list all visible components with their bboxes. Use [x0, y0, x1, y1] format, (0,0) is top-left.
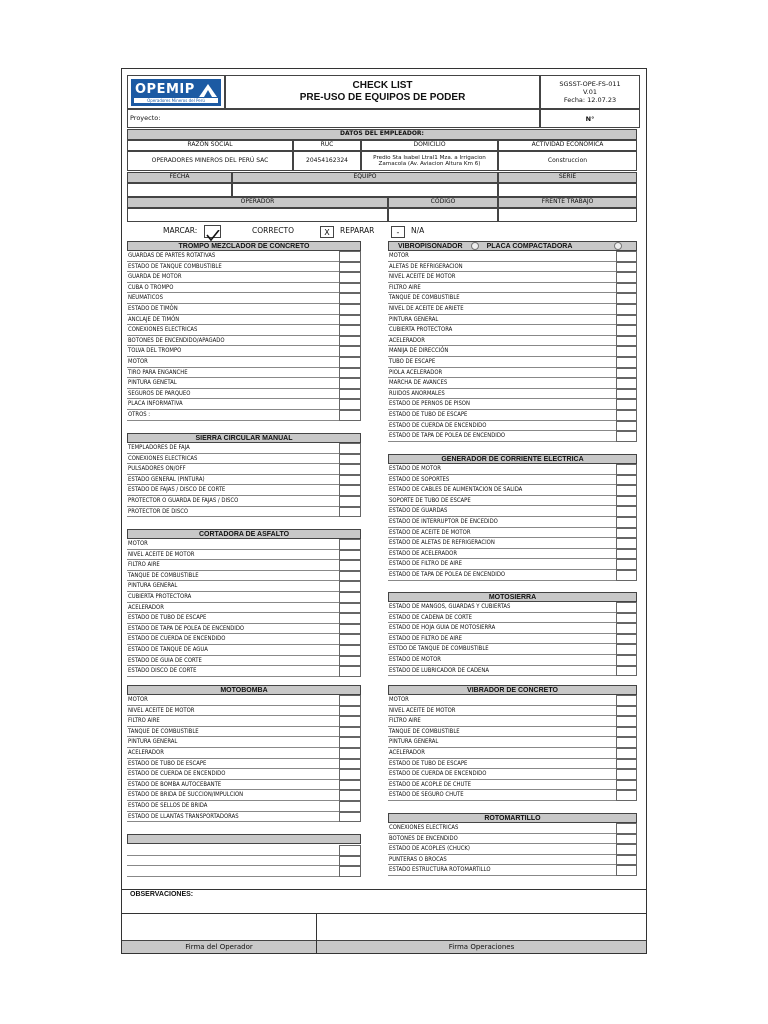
- section-generador-title: GENERADOR DE CORRIENTE ELECTRICA: [388, 454, 637, 464]
- motobomba-check-cell[interactable]: [339, 780, 361, 791]
- logo-text: OPEMIP: [135, 82, 195, 97]
- cortadora-check-cell[interactable]: [339, 560, 361, 571]
- vibro-item: MARCHA DE AVANCES: [388, 378, 616, 389]
- trompo-check-cell[interactable]: [339, 399, 361, 410]
- section-vibrador-title: VIBRADOR DE CONCRETO: [388, 685, 637, 695]
- motosierra-check-cell[interactable]: [616, 644, 637, 655]
- motobomba-item: ESTADO DE BOMBA AUTOCEBANTE: [127, 780, 339, 791]
- vibro-check-cell[interactable]: [616, 421, 637, 432]
- sierra-item: PULSADORES ON/OFF: [127, 464, 339, 475]
- cortadora-item: FILTRO AIRE: [127, 560, 339, 571]
- vibro-item: NIVEL ACEITE DE MOTOR: [388, 272, 616, 283]
- vibrador-check-cell[interactable]: [616, 759, 637, 770]
- trompo-item: OTROS :: [127, 410, 339, 421]
- vibrador-check-cell[interactable]: [616, 780, 637, 791]
- cortadora-check-cell[interactable]: [339, 550, 361, 561]
- vibro-item: ESTADO DE TAPA DE POLEA DE ENCENDIDO: [388, 431, 616, 442]
- motobomba-item: PINTURA GENERAL: [127, 737, 339, 748]
- section-rotomartillo-title: ROTOMARTILLO: [388, 813, 637, 823]
- vibrador-item: FILTRO AIRE: [388, 716, 616, 727]
- vibro-check-cell[interactable]: [616, 304, 637, 315]
- trompo-check-cell[interactable]: [339, 304, 361, 315]
- vibro-check-cell[interactable]: [616, 283, 637, 294]
- cortadora-check-cell[interactable]: [339, 634, 361, 645]
- vibro-item: PIOLA ACELERADOR: [388, 368, 616, 379]
- trompo-check-cell[interactable]: [339, 283, 361, 294]
- vibro-item: FILTRO AIRE: [388, 283, 616, 294]
- sierra-check-cell[interactable]: [339, 496, 361, 507]
- empleador-heading: DATOS DEL EMPLEADOR:: [127, 129, 637, 140]
- trompo-check-cell[interactable]: [339, 357, 361, 368]
- motosierra-check-cell[interactable]: [616, 666, 637, 677]
- vibro-check-cell[interactable]: [616, 368, 637, 379]
- vibro-item: TANQUE DE COMBUSTIBLE: [388, 293, 616, 304]
- trompo-check-cell[interactable]: [339, 368, 361, 379]
- sierra-item: ESTADO GENERAL (PINTURA): [127, 475, 339, 486]
- cortadora-check-cell[interactable]: [339, 592, 361, 603]
- rotomartillo-item: PUNTERAS O BROCAS: [388, 855, 616, 866]
- sierra-item: TEMPLADORES DE FAJA: [127, 443, 339, 454]
- motobomba-check-cell[interactable]: [339, 790, 361, 801]
- motobomba-item: ESTADO DE TUBO DE ESCAPE: [127, 759, 339, 770]
- vibro-check-cell[interactable]: [616, 399, 637, 410]
- sierra-item: PROTECTOR O GUARDA DE FAJAS / DISCO: [127, 496, 339, 507]
- fecha-field[interactable]: [127, 183, 232, 197]
- company-logo: [131, 79, 221, 106]
- rotomartillo-check-cell[interactable]: [616, 844, 637, 855]
- vibro-check-cell[interactable]: [616, 325, 637, 336]
- generador-check-cell[interactable]: [616, 517, 637, 528]
- ruc-value: 20454162324: [293, 151, 361, 171]
- vibrador-item: ESTADO DE CUERDA DE ENCENDIDO: [388, 769, 616, 780]
- rotomartillo-item: ESTADO ESTRUCTURA ROTOMARTILLO: [388, 865, 616, 876]
- vibro-item: TUBO DE ESCAPE: [388, 357, 616, 368]
- doc-date: Fecha: 12.07.23: [563, 96, 617, 104]
- operador-label: OPERADOR: [127, 197, 388, 208]
- blank-item: [127, 845, 339, 856]
- motobomba-check-cell[interactable]: [339, 801, 361, 812]
- trompo-check-cell[interactable]: [339, 325, 361, 336]
- generador-check-cell[interactable]: [616, 559, 637, 570]
- trompo-item: NEUMATICOS: [127, 293, 339, 304]
- vibro-item: CUBIERTA PROTECTORA: [388, 325, 616, 336]
- motosierra-item: ESTADO DE FILTRO DE AIRE: [388, 634, 616, 645]
- cortadora-check-cell[interactable]: [339, 666, 361, 677]
- trompo-check-cell[interactable]: [339, 410, 361, 421]
- serie-label: SERIE: [498, 172, 637, 183]
- motosierra-item: ESTADO DE HOJA GUIA DE MOTOSIERRA: [388, 623, 616, 634]
- vibro-item: NIVEL DE ACEITE DE ARIETE: [388, 304, 616, 315]
- sierra-check-cell[interactable]: [339, 464, 361, 475]
- page-subtitle: PRE-USO DE EQUIPOS DE PODER: [299, 92, 466, 103]
- frente-field[interactable]: [498, 208, 637, 222]
- sierra-item: PROTECTOR DE DISCO: [127, 507, 339, 518]
- motobomba-check-cell[interactable]: [339, 812, 361, 823]
- motobomba-check-cell[interactable]: [339, 737, 361, 748]
- blank-item: [127, 856, 339, 867]
- cortadora-check-cell[interactable]: [339, 645, 361, 656]
- motosierra-check-cell[interactable]: [616, 602, 637, 613]
- section-motobomba-title: MOTOBOMBA: [127, 685, 361, 695]
- cortadora-item: ESTADO DE TANQUE DE AGUA: [127, 645, 339, 656]
- col-actividad: ACTIVIDAD ECONOMICA: [498, 140, 637, 151]
- trompo-check-cell[interactable]: [339, 315, 361, 326]
- motosierra-check-cell[interactable]: [616, 623, 637, 634]
- vibro-check-cell[interactable]: [616, 410, 637, 421]
- vibrador-item: NIVEL ACEITE DE MOTOR: [388, 706, 616, 717]
- motobomba-item: MOTOR: [127, 695, 339, 706]
- motobomba-check-cell[interactable]: [339, 727, 361, 738]
- trompo-check-cell[interactable]: [339, 262, 361, 273]
- observaciones-label: OBSERVACIONES:: [130, 891, 194, 898]
- signature-divider: [121, 913, 647, 914]
- vibro-title-b: PLACA COMPACTADORA: [486, 242, 573, 250]
- generador-item: ESTADO DE ALETAS DE REFRIGERACION: [388, 538, 616, 549]
- vibro-check-cell[interactable]: [616, 389, 637, 400]
- trompo-check-cell[interactable]: [339, 272, 361, 283]
- section-trompo-title: TROMPO MEZCLADOR DE CONCRETO: [127, 241, 361, 251]
- trompo-item: PLACA INFORMATIVA: [127, 399, 339, 410]
- vibro-item: MOTOR: [388, 251, 616, 262]
- firma-operador-label: Firma del Operador: [122, 940, 316, 953]
- motosierra-item: ESTADO DE CADENA DE CORTE: [388, 613, 616, 624]
- generador-check-cell[interactable]: [616, 570, 637, 581]
- cortadora-check-cell[interactable]: [339, 581, 361, 592]
- generador-check-cell[interactable]: [616, 464, 637, 475]
- generador-check-cell[interactable]: [616, 549, 637, 560]
- trompo-item: SEGUROS DE PARQUEO: [127, 389, 339, 400]
- razon-value: OPERADORES MINEROS DEL PERÚ SAC: [127, 151, 293, 171]
- vibrador-check-cell[interactable]: [616, 706, 637, 717]
- trompo-check-cell[interactable]: [339, 336, 361, 347]
- generador-item: ESTADO DE ACEITE DE MOTOR: [388, 528, 616, 539]
- cortadora-check-cell[interactable]: [339, 571, 361, 582]
- sierra-check-cell[interactable]: [339, 454, 361, 465]
- vibrador-check-cell[interactable]: [616, 727, 637, 738]
- vibro-item: ESTADO DE PERNOS DE PISON: [388, 399, 616, 410]
- section-vibro-title: [388, 241, 637, 251]
- vibro-check-cell[interactable]: [616, 378, 637, 389]
- vibro-check-cell[interactable]: [616, 262, 637, 273]
- frente-label: FRENTE TRABAJO: [498, 197, 637, 208]
- trompo-check-cell[interactable]: [339, 389, 361, 400]
- vibrador-check-cell[interactable]: [616, 748, 637, 759]
- section-motosierra-title: MOTOSIERRA: [388, 592, 637, 602]
- codigo-label: CÓDIGO: [388, 197, 498, 208]
- rotomartillo-item: CONEXIONES ELECTRICAS: [388, 823, 616, 834]
- vibro-check-cell[interactable]: [616, 431, 637, 442]
- motobomba-item: FILTRO AIRE: [127, 716, 339, 727]
- generador-item: ESTADO DE GUARDAS: [388, 506, 616, 517]
- cortadora-item: ESTADO DE TAPA DE POLEA DE ENCENDIDO: [127, 624, 339, 635]
- logo-box: [127, 75, 225, 109]
- page-title: CHECK LIST: [352, 80, 413, 91]
- vibrador-check-cell[interactable]: [616, 695, 637, 706]
- rotomartillo-check-cell[interactable]: [616, 834, 637, 845]
- trompo-item: TOLVA DEL TROMPO: [127, 346, 339, 357]
- vibro-radio[interactable]: [471, 242, 479, 250]
- trompo-item: TIRO PARA ENGANCHE: [127, 368, 339, 379]
- motosierra-check-cell[interactable]: [616, 655, 637, 666]
- proyecto-field[interactable]: [127, 109, 540, 128]
- generador-check-cell[interactable]: [616, 496, 637, 507]
- legend-marcar: MARCAR:: [163, 226, 198, 235]
- cortadora-check-cell[interactable]: [339, 603, 361, 614]
- motobomba-check-cell[interactable]: [339, 748, 361, 759]
- equipo-field[interactable]: [232, 183, 498, 197]
- trompo-item: GUARDAS DE PARTES ROTATIVAS: [127, 251, 339, 262]
- section-sierra-title: SIERRA CIRCULAR MANUAL: [127, 433, 361, 443]
- cortadora-item: TANQUE DE COMBUSTIBLE: [127, 571, 339, 582]
- motosierra-item: ESTADO DE MOTOR: [388, 655, 616, 666]
- generador-check-cell[interactable]: [616, 538, 637, 549]
- motobomba-check-cell[interactable]: [339, 769, 361, 780]
- blank-check-cell[interactable]: [339, 856, 361, 867]
- col-domicilio: DOMICILIO: [361, 140, 498, 151]
- codigo-field[interactable]: [388, 208, 498, 222]
- generador-item: ESTADO DE ACELERADOR: [388, 549, 616, 560]
- motosierra-item: ESTADO DE MANGOS, GUARDAS Y CUBIERTAS: [388, 602, 616, 613]
- doc-code-box: [540, 75, 640, 109]
- vibro-check-cell[interactable]: [616, 336, 637, 347]
- trompo-check-cell[interactable]: [339, 346, 361, 357]
- cortadora-item: CUBIERTA PROTECTORA: [127, 592, 339, 603]
- trompo-item: ANCLAJE DE TIMÓN: [127, 315, 339, 326]
- logo-subtitle: Operadores Mineros del Perú: [134, 98, 218, 103]
- cortadora-item: NIVEL ACEITE DE MOTOR: [127, 550, 339, 561]
- generador-item: ESTADO DE INTERRUPTOR DE ENCEDIDO: [388, 517, 616, 528]
- trompo-item: ESTADO DE TIMÓN: [127, 304, 339, 315]
- rotomartillo-check-cell[interactable]: [616, 865, 637, 876]
- vibro-check-cell[interactable]: [616, 251, 637, 262]
- vibrador-item: ACELERADOR: [388, 748, 616, 759]
- vibro-check-cell[interactable]: [616, 272, 637, 283]
- cortadora-check-cell[interactable]: [339, 624, 361, 635]
- vibro-check-cell[interactable]: [616, 315, 637, 326]
- rotomartillo-item: BOTONES DE ENCENDIDO: [388, 834, 616, 845]
- rotomartillo-item: ESTADO DE ACOPLES (CHUCK): [388, 844, 616, 855]
- legend-correcto: CORRECTO: [252, 226, 295, 235]
- vibrador-item: PINTURA GENERAL: [388, 737, 616, 748]
- vibro-check-cell[interactable]: [616, 293, 637, 304]
- vibrador-item: ESTADO DE SEGURO CHUTE: [388, 790, 616, 801]
- vibrador-check-cell[interactable]: [616, 769, 637, 780]
- vibro-item: ESTADO DE CUERDA DE ENCENDIDO: [388, 421, 616, 432]
- cortadora-check-cell[interactable]: [339, 656, 361, 667]
- trompo-check-cell[interactable]: [339, 378, 361, 389]
- trompo-item: CONEXIONES ELECTRICAS: [127, 325, 339, 336]
- trompo-item: MOTOR: [127, 357, 339, 368]
- numero-label: N°: [585, 114, 595, 123]
- cortadora-item: ACELERADOR: [127, 603, 339, 614]
- cortadora-item: ESTADO DE TUBO DE ESCAPE: [127, 613, 339, 624]
- motobomba-check-cell[interactable]: [339, 706, 361, 717]
- section-blank-title: [127, 834, 361, 844]
- vibro-check-cell[interactable]: [616, 346, 637, 357]
- motobomba-item: ACELERADOR: [127, 748, 339, 759]
- generador-item: ESTADO DE TAPA DE POLEA DE ENCENDIDO: [388, 570, 616, 581]
- cortadora-item: ESTADO DE CUERDA DE ENCENDIDO: [127, 634, 339, 645]
- trompo-check-cell[interactable]: [339, 251, 361, 262]
- motosierra-check-cell[interactable]: [616, 613, 637, 624]
- motosierra-item: ESTDO DE TANQUE DE COMBUSTIBLE: [388, 644, 616, 655]
- motobomba-check-cell[interactable]: [339, 759, 361, 770]
- col-razon: RAZÓN SOCIAL: [127, 140, 293, 151]
- cortadora-check-cell[interactable]: [339, 613, 361, 624]
- trompo-item: GUARDA DE MOTOR: [127, 272, 339, 283]
- vibrador-check-cell[interactable]: [616, 737, 637, 748]
- motobomba-item: TANQUE DE COMBUSTIBLE: [127, 727, 339, 738]
- sierra-check-cell[interactable]: [339, 443, 361, 454]
- cortadora-item: PINTURA GENERAL: [127, 581, 339, 592]
- legend-na: N/A: [411, 226, 425, 235]
- motobomba-item: ESTADO DE BRIDA DE SUCCION/IMPULCION: [127, 790, 339, 801]
- fecha-label: FECHA: [127, 172, 232, 183]
- motobomba-item: ESTADO DE SELLOS DE BRIDA: [127, 801, 339, 812]
- generador-item: ESTADO DE MOTOR: [388, 464, 616, 475]
- motobomba-check-cell[interactable]: [339, 716, 361, 727]
- vibrador-item: TANQUE DE COMBUSTIBLE: [388, 727, 616, 738]
- motobomba-check-cell[interactable]: [339, 695, 361, 706]
- blank-check-cell[interactable]: [339, 845, 361, 856]
- legend-x-box: X: [320, 226, 334, 238]
- blank-item: [127, 866, 339, 877]
- operador-field[interactable]: [127, 208, 388, 222]
- numero-field[interactable]: [540, 109, 640, 128]
- vibrador-item: ESTADO DE ACOPLE DE CHUTE: [388, 780, 616, 791]
- vibro-item: ESTADO DE TUBO DE ESCAPE: [388, 410, 616, 421]
- sierra-check-cell[interactable]: [339, 507, 361, 518]
- trompo-item: CUBA O TROMPO: [127, 283, 339, 294]
- vibrador-item: ESTADO DE TUBO DE ESCAPE: [388, 759, 616, 770]
- cortadora-item: ESTADO DISCO DE CORTE: [127, 666, 339, 677]
- actividad-value: Construccion: [498, 151, 637, 171]
- cortadora-item: ESTADO DE GUIA DE CORTE: [127, 656, 339, 667]
- trompo-item: BOTONES DE ENCENDIDO/APAGADO: [127, 336, 339, 347]
- motobomba-item: NIVEL ACEITE DE MOTOR: [127, 706, 339, 717]
- generador-check-cell[interactable]: [616, 528, 637, 539]
- title-box: [225, 75, 540, 109]
- cortadora-check-cell[interactable]: [339, 539, 361, 550]
- generador-check-cell[interactable]: [616, 506, 637, 517]
- placa-radio[interactable]: [614, 242, 622, 250]
- trompo-item: PINTURA GENETAL: [127, 378, 339, 389]
- generador-check-cell[interactable]: [616, 475, 637, 486]
- motobomba-item: ESTADO DE LLANTAS TRANSPORTADORAS: [127, 812, 339, 823]
- vibro-item: RUIDOS ANORMALES: [388, 389, 616, 400]
- doc-version: V.01: [583, 88, 597, 96]
- vibro-item: ACELERADOR: [388, 336, 616, 347]
- col-ruc: RUC: [293, 140, 361, 151]
- proyecto-label: Proyecto:: [130, 114, 161, 122]
- cortadora-item: MOTOR: [127, 539, 339, 550]
- check-icon: [204, 225, 221, 238]
- vibrador-check-cell[interactable]: [616, 716, 637, 727]
- generador-item: ESTADO DE CABLES DE ALIMENTACION DE SALIDA: [388, 485, 616, 496]
- rotomartillo-check-cell[interactable]: [616, 855, 637, 866]
- generador-item: ESTADO DE FILTRO DE AIRE: [388, 559, 616, 570]
- vibro-item: MANIJA DE DIRECCIÓN: [388, 346, 616, 357]
- vibro-item: ALETAS DE REFRIGERACION: [388, 262, 616, 273]
- motobomba-item: ESTADO DE CUERDA DE ENCENDIDO: [127, 769, 339, 780]
- firma-operaciones-label: Firma Operaciones: [317, 940, 646, 953]
- motosierra-item: ESTADO DE LUBRICADOR DE CADENA: [388, 666, 616, 677]
- blank-check-cell[interactable]: [339, 866, 361, 877]
- vibro-item: PINTURA GENERAL: [388, 315, 616, 326]
- generador-check-cell[interactable]: [616, 485, 637, 496]
- serie-field[interactable]: [498, 183, 637, 197]
- sierra-check-cell[interactable]: [339, 485, 361, 496]
- vibrador-check-cell[interactable]: [616, 790, 637, 801]
- vibro-title-a: VIBROPISONADOR: [398, 242, 463, 250]
- section-cortadora-title: CORTADORA DE ASFALTO: [127, 529, 361, 539]
- sierra-check-cell[interactable]: [339, 475, 361, 486]
- observaciones-divider: [121, 889, 647, 890]
- sierra-item: CONEXIONES ELECTRICAS: [127, 454, 339, 465]
- legend-reparar: REPARAR: [340, 226, 375, 235]
- domicilio-value: Predio Sta Isabel Ltral1 Mza. a Irrigacion Zamacola (Av. Aviacion Altura Km 6): [361, 151, 498, 171]
- motosierra-check-cell[interactable]: [616, 634, 637, 645]
- equipo-label: EQUIPO: [232, 172, 498, 183]
- trompo-item: ESTADO DE TANQUE COMBUSTIBLE: [127, 262, 339, 273]
- doc-code: SGSST-OPE-FS-011: [559, 80, 621, 88]
- trompo-check-cell[interactable]: [339, 293, 361, 304]
- sierra-item: ESTADO DE FAJAS / DISCO DE CORTE: [127, 485, 339, 496]
- rotomartillo-check-cell[interactable]: [616, 823, 637, 834]
- generador-item: ESTADO DE SOPORTES: [388, 475, 616, 486]
- vibrador-item: MOTOR: [388, 695, 616, 706]
- legend-dash-box: -: [391, 226, 405, 238]
- generador-item: SOPORTE DE TUBO DE ESCAPE: [388, 496, 616, 507]
- vibro-check-cell[interactable]: [616, 357, 637, 368]
- mountain-icon: [199, 83, 217, 97]
